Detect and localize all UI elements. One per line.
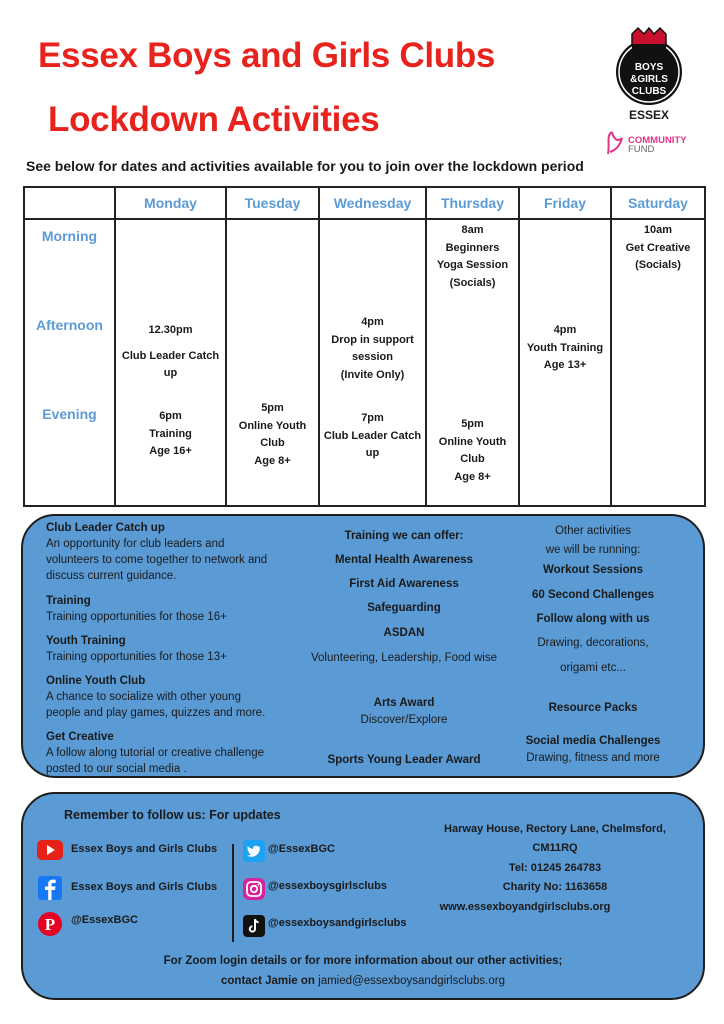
get-creative-desc-2: posted to our social media . <box>46 763 187 775</box>
event-line: (Socials) <box>449 276 496 289</box>
club-leader-desc-3: discuss current guidance. <box>46 570 177 582</box>
wednesday-afternoon-event <box>320 314 425 384</box>
event-line: up <box>163 367 178 379</box>
social-challenges: Social media Challenges <box>525 735 661 747</box>
saturday-column <box>611 219 705 506</box>
thursday-evening-event <box>427 416 518 486</box>
event-time: 4pm <box>553 324 577 336</box>
twitter-icon[interactable] <box>243 840 267 864</box>
instagram-icon[interactable] <box>243 878 267 902</box>
online-youth-desc-1: A chance to socialize with other young <box>46 691 241 703</box>
thursday-column <box>426 219 519 506</box>
website-link[interactable]: www.essexboyandgirlsclubs.org <box>439 901 611 913</box>
event-line: Beginners <box>445 241 500 254</box>
period-afternoon: Afternoon <box>36 317 103 333</box>
training-offer-item: Safeguarding <box>367 602 441 614</box>
intro-text: See below for dates and activities available for you to join over the lockdown period <box>26 158 584 174</box>
event-time: 12.30pm <box>148 324 193 336</box>
youtube-icon[interactable] <box>37 838 61 862</box>
facebook-link[interactable]: Essex Boys and Girls Clubs <box>71 881 218 893</box>
sports-award: Sports Young Leader Award <box>327 754 481 766</box>
event-time: 4pm <box>361 316 384 328</box>
tiktok-icon[interactable] <box>243 915 267 939</box>
pinterest-icon[interactable] <box>38 912 62 936</box>
monday-column <box>115 219 226 506</box>
event-line: Club <box>460 453 485 465</box>
telephone: Tel: 01245 264783 <box>508 862 602 874</box>
get-creative-desc-1: A follow along tutorial or creative challenge <box>46 747 264 759</box>
event-line: Club <box>260 437 285 449</box>
instagram-link[interactable]: @essexboysgirlsclubs <box>268 880 387 892</box>
logo-region-label: ESSEX <box>628 108 670 122</box>
arts-award-sub: Discover/Explore <box>360 714 448 726</box>
event-line: Youth Training <box>526 341 604 354</box>
contact-line <box>21 975 705 987</box>
event-line: Age 8+ <box>454 470 491 483</box>
day-header-saturday: Saturday <box>611 187 705 219</box>
divider <box>232 844 234 942</box>
training-offer-item: Mental Health Awareness <box>334 554 474 566</box>
day-header-wednesday: Wednesday <box>319 187 426 219</box>
other-item: Follow along with us <box>536 613 650 625</box>
event-line: Yoga Session <box>436 259 509 271</box>
tuesday-evening-event <box>227 400 318 470</box>
online-youth-title: Online Youth Club <box>46 675 146 687</box>
arts-award: Arts Award <box>373 697 435 709</box>
get-creative-title: Get Creative <box>46 731 114 743</box>
event-time: 5pm <box>461 418 484 430</box>
community-fund-line1: COMMUNITY <box>628 135 687 146</box>
contact-email[interactable]: jamied@essexboysandgirlsclubs.org <box>318 975 505 987</box>
wednesday-column <box>319 219 426 506</box>
charity-number: Charity No: 1163658 <box>502 881 608 893</box>
lottery-hands-icon <box>604 128 626 158</box>
event-time: 8am <box>461 224 484 236</box>
youth-training-title: Youth Training <box>46 635 126 647</box>
event-line: Age 16+ <box>149 445 192 457</box>
day-header-monday: Monday <box>115 187 226 219</box>
wednesday-evening-event <box>320 410 425 463</box>
club-leader-desc-1: An opportunity for club leaders and <box>46 538 225 550</box>
event-line: Training <box>149 427 192 440</box>
event-line: Online Youth <box>238 419 307 432</box>
online-youth-desc-2: people and play games, quizzes and more. <box>46 707 266 719</box>
other-heading-2: we will be running: <box>545 544 641 556</box>
other-item: 60 Second Challenges <box>531 589 655 601</box>
monday-afternoon-event <box>116 322 225 383</box>
svg-text:P: P <box>44 915 56 934</box>
day-header-friday: Friday <box>519 187 611 219</box>
event-line: Age 13+ <box>543 359 587 371</box>
youtube-link[interactable]: Essex Boys and Girls Clubs <box>71 843 218 855</box>
other-heading-1: Other activities <box>554 525 632 537</box>
club-leader-desc-2: volunteers to come together to network and <box>46 554 268 566</box>
zoom-info: For Zoom login details or for more information about our other activities; <box>163 955 563 967</box>
event-line: Drop in support <box>331 333 414 346</box>
training-desc: Training opportunities for those 16+ <box>46 611 227 623</box>
address-line-1: Harway House, Rectory Lane, Chelmsford, <box>444 823 666 835</box>
pinterest-link[interactable]: @EssexBGC <box>71 914 138 926</box>
social-challenges-sub: Drawing, fitness and more <box>526 752 660 764</box>
event-line: (Socials) <box>635 259 681 271</box>
community-fund-line2: FUND <box>628 144 655 155</box>
event-line: Club Leader Catch <box>323 429 422 442</box>
thursday-morning-event <box>427 222 518 292</box>
training-offer-item: First Aid Awareness <box>349 578 459 590</box>
corner-cell <box>24 187 115 219</box>
community-fund-logo <box>604 126 704 160</box>
schedule-table <box>23 186 706 507</box>
event-line: Age 8+ <box>254 454 291 467</box>
boys-girls-clubs-logo <box>614 26 684 113</box>
event-time: 5pm <box>261 402 284 414</box>
svg-text:&GIRLS: &GIRLS <box>630 74 668 85</box>
period-evening: Evening <box>42 406 97 422</box>
event-line: session <box>352 351 393 363</box>
page-title: Essex Boys and Girls Clubs <box>38 36 496 75</box>
svg-text:BOYS: BOYS <box>634 62 664 73</box>
address-line-2: CM11RQ <box>532 842 578 854</box>
event-line: Get Creative <box>625 241 691 254</box>
period-morning: Morning <box>41 228 98 244</box>
tuesday-column <box>226 219 319 506</box>
svg-text:CLUBS: CLUBS <box>631 86 667 97</box>
club-leader-title: Club Leader Catch up <box>46 522 165 534</box>
event-line: Online Youth <box>438 435 507 448</box>
event-time: 10am <box>643 224 673 236</box>
follow-heading: Remember to follow us: For updates <box>64 808 281 822</box>
other-extra-1: Drawing, decorations, <box>537 637 649 649</box>
event-time: 7pm <box>361 412 384 424</box>
training-offer-extra: Volunteering, Leadership, Food wise <box>310 652 498 664</box>
day-header-tuesday: Tuesday <box>226 187 319 219</box>
friday-column <box>519 219 611 506</box>
day-header-thursday: Thursday <box>426 187 519 219</box>
period-column <box>24 219 115 506</box>
saturday-morning-event <box>612 222 704 275</box>
friday-afternoon-event <box>520 322 610 375</box>
resource-packs: Resource Packs <box>548 702 638 714</box>
event-line: up <box>365 447 380 459</box>
facebook-icon[interactable] <box>38 876 62 900</box>
youth-training-desc: Training opportunities for those 13+ <box>46 651 227 663</box>
twitter-link[interactable]: @EssexBGC <box>268 843 335 855</box>
event-line: (Invite Only) <box>340 368 405 381</box>
training-offer-item: ASDAN <box>383 627 425 639</box>
tiktok-link[interactable]: @essexboysandgirlsclubs <box>268 917 407 929</box>
monday-evening-event <box>116 408 225 461</box>
event-line: Club Leader Catch <box>121 349 220 362</box>
page-subtitle: Lockdown Activities <box>48 100 380 139</box>
event-time: 6pm <box>159 410 182 422</box>
other-item: Workout Sessions <box>542 564 644 576</box>
contact-label: contact Jamie on <box>221 975 315 987</box>
training-offer-heading: Training we can offer: <box>344 530 464 542</box>
training-title: Training <box>46 595 91 607</box>
other-extra-2: origami etc... <box>560 662 626 674</box>
